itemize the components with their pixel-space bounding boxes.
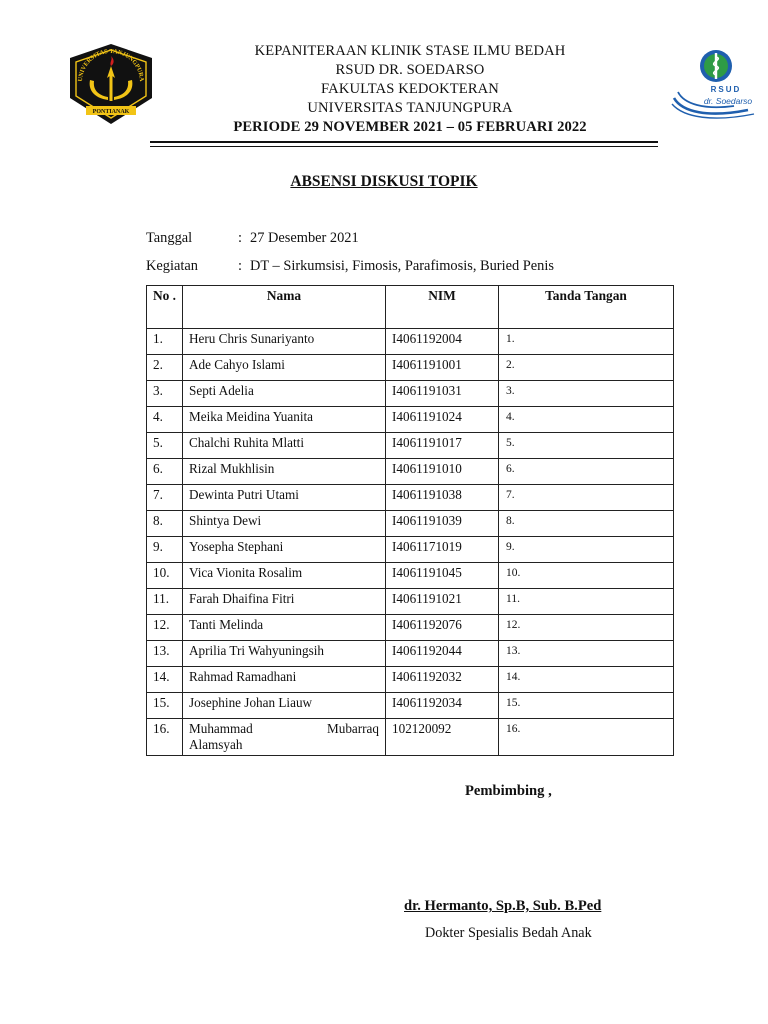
document-title (0, 173, 768, 191)
table-row (147, 667, 674, 693)
cell-nama: Heru Chris Sunariyanto (183, 329, 386, 355)
cell-no: 7. (147, 485, 183, 511)
cell-no: 12. (147, 615, 183, 641)
cell-signature: 2. (499, 355, 674, 381)
tanggal-value: 27 Desember 2021 (250, 230, 359, 246)
table-row (147, 355, 674, 381)
table-row (147, 537, 674, 563)
cell-nama: Aprilia Tri Wahyuningsih (183, 641, 386, 667)
cell-no: 9. (147, 537, 183, 563)
colon: : (238, 258, 242, 274)
cell-nama: Shintya Dewi (183, 511, 386, 537)
cell-signature: 14. (499, 667, 674, 693)
cell-no: 1. (147, 329, 183, 355)
kegiatan-label: Kegiatan (146, 258, 198, 274)
cell-nama: Muhammad Mubarraq Alamsyah (183, 719, 386, 756)
cell-signature: 10. (499, 563, 674, 589)
cell-nama: Rahmad Ramadhani (183, 667, 386, 693)
table-header-row (147, 286, 674, 329)
cell-nama: Rizal Mukhlisin (183, 459, 386, 485)
cell-no: 6. (147, 459, 183, 485)
doctor-name: dr. Hermanto, Sp.B, Sub. B.Ped (404, 898, 602, 914)
table-row (147, 615, 674, 641)
header-line: RSUD DR. SOEDARSO (335, 62, 485, 78)
cell-nama: Chalchi Ruhita Mlatti (183, 433, 386, 459)
cell-signature: 12. (499, 615, 674, 641)
cell-nim: I4061192034 (386, 693, 499, 719)
cell-nim: I4061191039 (386, 511, 499, 537)
cell-nama: Farah Dhaifina Fitri (183, 589, 386, 615)
colon: : (238, 230, 242, 246)
cell-signature: 5. (499, 433, 674, 459)
cell-nama: Dewinta Putri Utami (183, 485, 386, 511)
cell-nim: I4061192032 (386, 667, 499, 693)
header-no: No . (147, 286, 183, 329)
cell-nim: I4061191045 (386, 563, 499, 589)
cell-nim: I4061191017 (386, 433, 499, 459)
cell-no: 5. (147, 433, 183, 459)
header-nim: NIM (386, 286, 499, 329)
svg-text:UNIVERSITAS TANJUNGPURA: UNIVERSITAS TANJUNGPURA (76, 47, 146, 82)
svg-text:RSUD: RSUD (710, 85, 742, 94)
cell-no: 10. (147, 563, 183, 589)
cell-nim: I4061192044 (386, 641, 499, 667)
cell-signature: 15. (499, 693, 674, 719)
svg-text:PONTIANAK: PONTIANAK (92, 109, 130, 115)
tanggal-label: Tanggal (146, 230, 193, 246)
cell-nama: Septi Adelia (183, 381, 386, 407)
header-period: PERIODE 29 NOVEMBER 2021 – 05 FEBRUARI 2022 (233, 119, 587, 135)
cell-nim: I4061191021 (386, 589, 499, 615)
cell-no: 13. (147, 641, 183, 667)
table-row (147, 485, 674, 511)
cell-no: 16. (147, 719, 183, 756)
cell-nama: Yosepha Stephani (183, 537, 386, 563)
cell-nim: I4061192076 (386, 615, 499, 641)
cell-signature: 13. (499, 641, 674, 667)
cell-nama: Meika Meidina Yuanita (183, 407, 386, 433)
table-row (147, 459, 674, 485)
cell-signature: 9. (499, 537, 674, 563)
cell-no: 8. (147, 511, 183, 537)
cell-nim: 102120092 (386, 719, 499, 756)
cell-signature: 4. (499, 407, 674, 433)
attendance-table (146, 285, 674, 756)
cell-signature: 3. (499, 381, 674, 407)
cell-no: 2. (147, 355, 183, 381)
cell-nim: I4061191010 (386, 459, 499, 485)
cell-no: 3. (147, 381, 183, 407)
kegiatan-value: DT – Sirkumsisi, Fimosis, Parafimosis, Buried Penis (250, 258, 554, 274)
cell-no: 11. (147, 589, 183, 615)
cell-no: 15. (147, 693, 183, 719)
document-title-text: ABSENSI DISKUSI TOPIK (290, 173, 478, 190)
pembimbing-label: Pembimbing , (465, 783, 552, 799)
cell-signature: 16. (499, 719, 674, 756)
table-row (147, 433, 674, 459)
cell-signature: 7. (499, 485, 674, 511)
cell-nim: I4061191038 (386, 485, 499, 511)
table-row (147, 381, 674, 407)
cell-nama: Vica Vionita Rosalim (183, 563, 386, 589)
cell-signature: 1. (499, 329, 674, 355)
svg-text:dr. Soedarso: dr. Soedarso (703, 96, 753, 106)
cell-no: 4. (147, 407, 183, 433)
university-tanjungpura-seal-icon (66, 42, 156, 126)
header-line: FAKULTAS KEDOKTERAN (321, 81, 499, 97)
info-tanggal (146, 230, 359, 247)
cell-nama: Tanti Melinda (183, 615, 386, 641)
cell-nim: I4061191001 (386, 355, 499, 381)
cell-signature: 11. (499, 589, 674, 615)
table-row (147, 407, 674, 433)
header-rule-thin (150, 146, 658, 147)
doctor-role: Dokter Spesialis Bedah Anak (425, 925, 592, 941)
cell-no: 14. (147, 667, 183, 693)
table-row (147, 563, 674, 589)
cell-nim: I4061171019 (386, 537, 499, 563)
table-row (147, 511, 674, 537)
table-row (147, 693, 674, 719)
document-header (160, 42, 660, 137)
rsud-soedarso-logo-icon (668, 46, 760, 122)
header-line: UNIVERSITAS TANJUNGPURA (307, 100, 513, 116)
table-row (147, 641, 674, 667)
cell-signature: 8. (499, 511, 674, 537)
cell-nim: I4061191024 (386, 407, 499, 433)
cell-nama: Josephine Johan Liauw (183, 693, 386, 719)
cell-nama: Ade Cahyo Islami (183, 355, 386, 381)
cell-nim: I4061191031 (386, 381, 499, 407)
header-nama: Nama (183, 286, 386, 329)
info-kegiatan (146, 258, 554, 275)
table-row (147, 329, 674, 355)
cell-signature: 6. (499, 459, 674, 485)
table-row (147, 719, 674, 756)
header-rule-thick (150, 141, 658, 143)
header-line: KEPANITERAAN KLINIK STASE ILMU BEDAH (254, 43, 566, 59)
table-row (147, 589, 674, 615)
cell-nim: I4061192004 (386, 329, 499, 355)
header-tanda-tangan: Tanda Tangan (499, 286, 674, 329)
